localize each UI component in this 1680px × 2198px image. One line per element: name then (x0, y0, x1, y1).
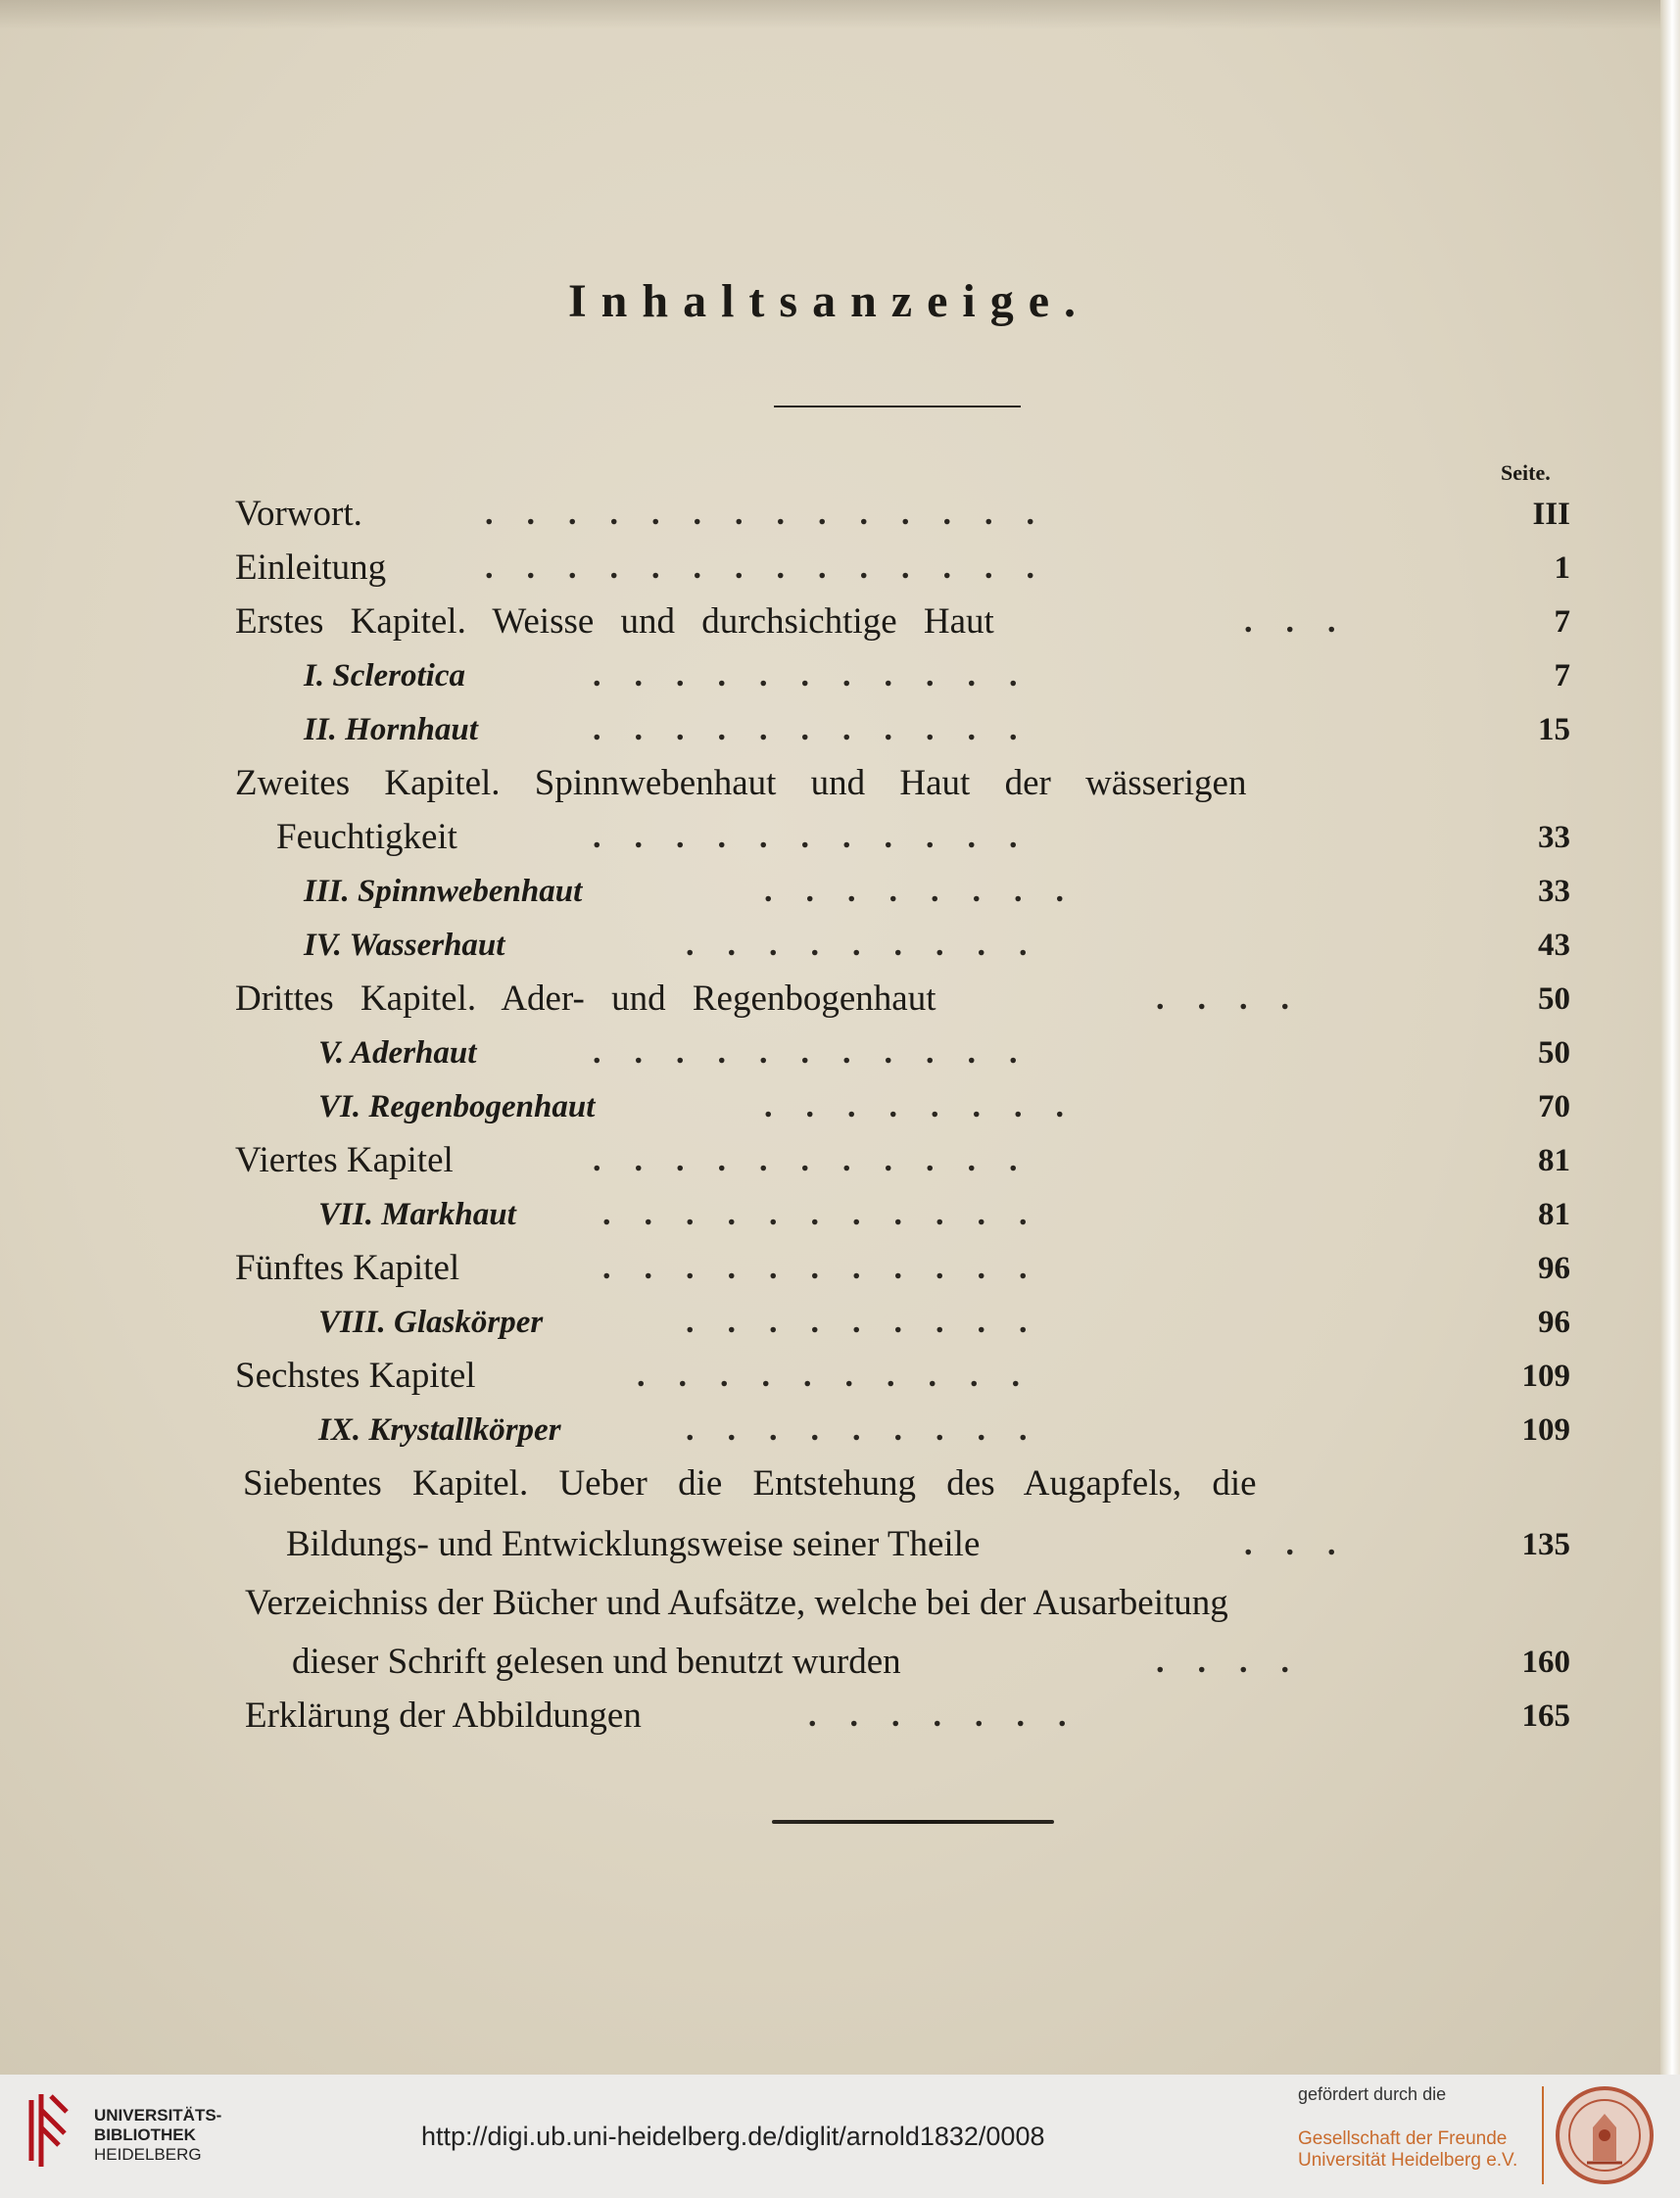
toc-page: 70 (1538, 1089, 1570, 1124)
toc-label: Sechstes Kapitel (235, 1356, 476, 1396)
toc-page: 50 (1538, 981, 1570, 1017)
toc-leader: ........... (602, 1250, 1061, 1286)
toc-label: Erstes Kapitel. Weisse und durchsichtige Haut (235, 601, 994, 642)
page-title: Inhaltsanzeige. (568, 275, 1091, 327)
toc-label: V. Aderhaut (318, 1035, 477, 1071)
toc-entry (0, 975, 1680, 1024)
toc-entry (0, 1298, 1680, 1347)
toc-label: II. Hornhaut (304, 712, 478, 747)
toc-page: 15 (1538, 712, 1570, 747)
sponsor-name-line1: Gesellschaft der Freunde (1298, 2128, 1508, 2149)
toc-leader: ......... (686, 927, 1061, 963)
toc-page: 81 (1538, 1197, 1570, 1232)
toc-label: VIII. Glaskörper (318, 1305, 544, 1340)
library-name (94, 2106, 221, 2165)
toc-label: I. Sclerotica (304, 658, 465, 693)
toc-leader: ....... (808, 1697, 1100, 1734)
toc-page: 1 (1554, 550, 1570, 586)
toc-label: VI. Regenbogenhaut (318, 1089, 596, 1124)
title-rule (774, 406, 1021, 407)
library-name-line1: UNIVERSITÄTS- (94, 2106, 222, 2125)
toc-entry (0, 1520, 1680, 1569)
permalink-url[interactable]: http://digi.ub.uni-heidelberg.de/diglit/arnold1832/0008 (421, 2122, 1045, 2151)
toc-leader: ........... (593, 1034, 1051, 1071)
toc-entry (0, 1028, 1680, 1077)
toc-entry (0, 921, 1680, 970)
toc-label: Viertes Kapitel (235, 1140, 454, 1180)
footer-bar (0, 2075, 1680, 2198)
toc-leader: .......... (637, 1358, 1053, 1394)
toc-page: 96 (1538, 1305, 1570, 1340)
toc-page: III (1532, 497, 1570, 532)
toc-entry (0, 1352, 1680, 1401)
toc-entry (0, 1136, 1680, 1185)
toc-label: Einleitung (235, 548, 387, 588)
toc-entry (0, 1459, 1680, 1508)
library-name-line2: BIBLIOTHEK (94, 2126, 196, 2144)
university-seal-icon (1554, 2084, 1656, 2186)
toc-label: Verzeichniss der Bücher und Aufsätze, welche bei der Ausarbeitung (245, 1583, 1228, 1623)
page-shadow (0, 0, 1660, 29)
toc-entry (0, 867, 1680, 916)
toc-page: 109 (1521, 1359, 1570, 1394)
toc-leader: ........... (593, 819, 1051, 855)
toc-leader: .... (1156, 980, 1322, 1017)
toc-leader: .............. (485, 496, 1068, 532)
toc-page: 7 (1554, 658, 1570, 693)
toc-entry (0, 1579, 1680, 1628)
toc-page: 109 (1521, 1412, 1570, 1448)
sponsor-block (1298, 2084, 1553, 2172)
toc-entry (0, 1638, 1680, 1687)
sponsor-intro: gefördert durch die (1298, 2084, 1447, 2104)
toc-label: Fünftes Kapitel (235, 1248, 460, 1288)
toc-page: 50 (1538, 1035, 1570, 1071)
closing-rule (772, 1820, 1054, 1824)
toc-entry (0, 1406, 1680, 1455)
toc-entry (0, 1082, 1680, 1131)
toc-leader: ... (1244, 1526, 1369, 1562)
sponsor-name-line2: Universität Heidelberg e.V. (1298, 2150, 1518, 2171)
toc-label: Vorwort. (235, 494, 362, 534)
toc-leader: ........... (593, 657, 1051, 693)
toc-label: IX. Krystallkörper (318, 1412, 561, 1448)
toc-entry (0, 544, 1680, 593)
toc-page: 96 (1538, 1251, 1570, 1286)
toc-page: 33 (1538, 820, 1570, 855)
toc-page: 81 (1538, 1143, 1570, 1178)
toc-label: Drittes Kapitel. Ader- und Regenbogenhaut (235, 979, 936, 1019)
toc-leader: ........... (602, 1196, 1061, 1232)
toc-entry (0, 651, 1680, 700)
toc-label: Feuchtigkeit (276, 817, 457, 857)
toc-label: Erklärung der Abbildungen (245, 1696, 642, 1736)
toc-leader: ........ (764, 1088, 1097, 1124)
toc-leader: ... (1244, 603, 1369, 640)
toc-entry (0, 1244, 1680, 1293)
toc-entry (0, 1692, 1680, 1741)
toc-page: 33 (1538, 874, 1570, 909)
toc-entry (0, 1190, 1680, 1239)
toc-label: dieser Schrift gelesen und benutzt wurden (292, 1642, 901, 1682)
toc-leader: ........... (593, 1142, 1051, 1178)
page-column-header: Seite. (1501, 460, 1551, 485)
toc-label: IV. Wasserhaut (304, 928, 505, 963)
toc-leader: .... (1156, 1644, 1322, 1680)
toc-page: 160 (1521, 1645, 1570, 1680)
toc-label: Zweites Kapitel. Spinnwebenhaut und Haut der wässerigen (235, 763, 1247, 803)
toc-entry (0, 597, 1680, 646)
toc-leader: .............. (485, 550, 1068, 586)
library-name-line3: HEIDELBERG (94, 2145, 202, 2164)
toc-leader: ......... (686, 1411, 1061, 1448)
toc-label: Siebentes Kapitel. Ueber die Entstehung des Augapfels, die (243, 1463, 1257, 1504)
toc-entry (0, 759, 1680, 808)
toc-label: III. Spinnwebenhaut (304, 874, 583, 909)
toc-page: 7 (1554, 604, 1570, 640)
toc-page: 165 (1521, 1698, 1570, 1734)
toc-label: Bildungs- und Entwicklungsweise seiner Theile (286, 1524, 981, 1564)
sponsor-divider (1542, 2086, 1544, 2184)
toc-leader: ........ (764, 873, 1097, 909)
library-logo-icon (22, 2088, 72, 2173)
toc-entry (0, 705, 1680, 754)
toc-page: 43 (1538, 928, 1570, 963)
toc-page: 135 (1521, 1527, 1570, 1562)
toc-leader: ......... (686, 1304, 1061, 1340)
toc-entry (0, 813, 1680, 862)
toc-label: VII. Markhaut (318, 1197, 516, 1232)
toc-leader: ........... (593, 711, 1051, 747)
toc-entry (0, 490, 1680, 539)
